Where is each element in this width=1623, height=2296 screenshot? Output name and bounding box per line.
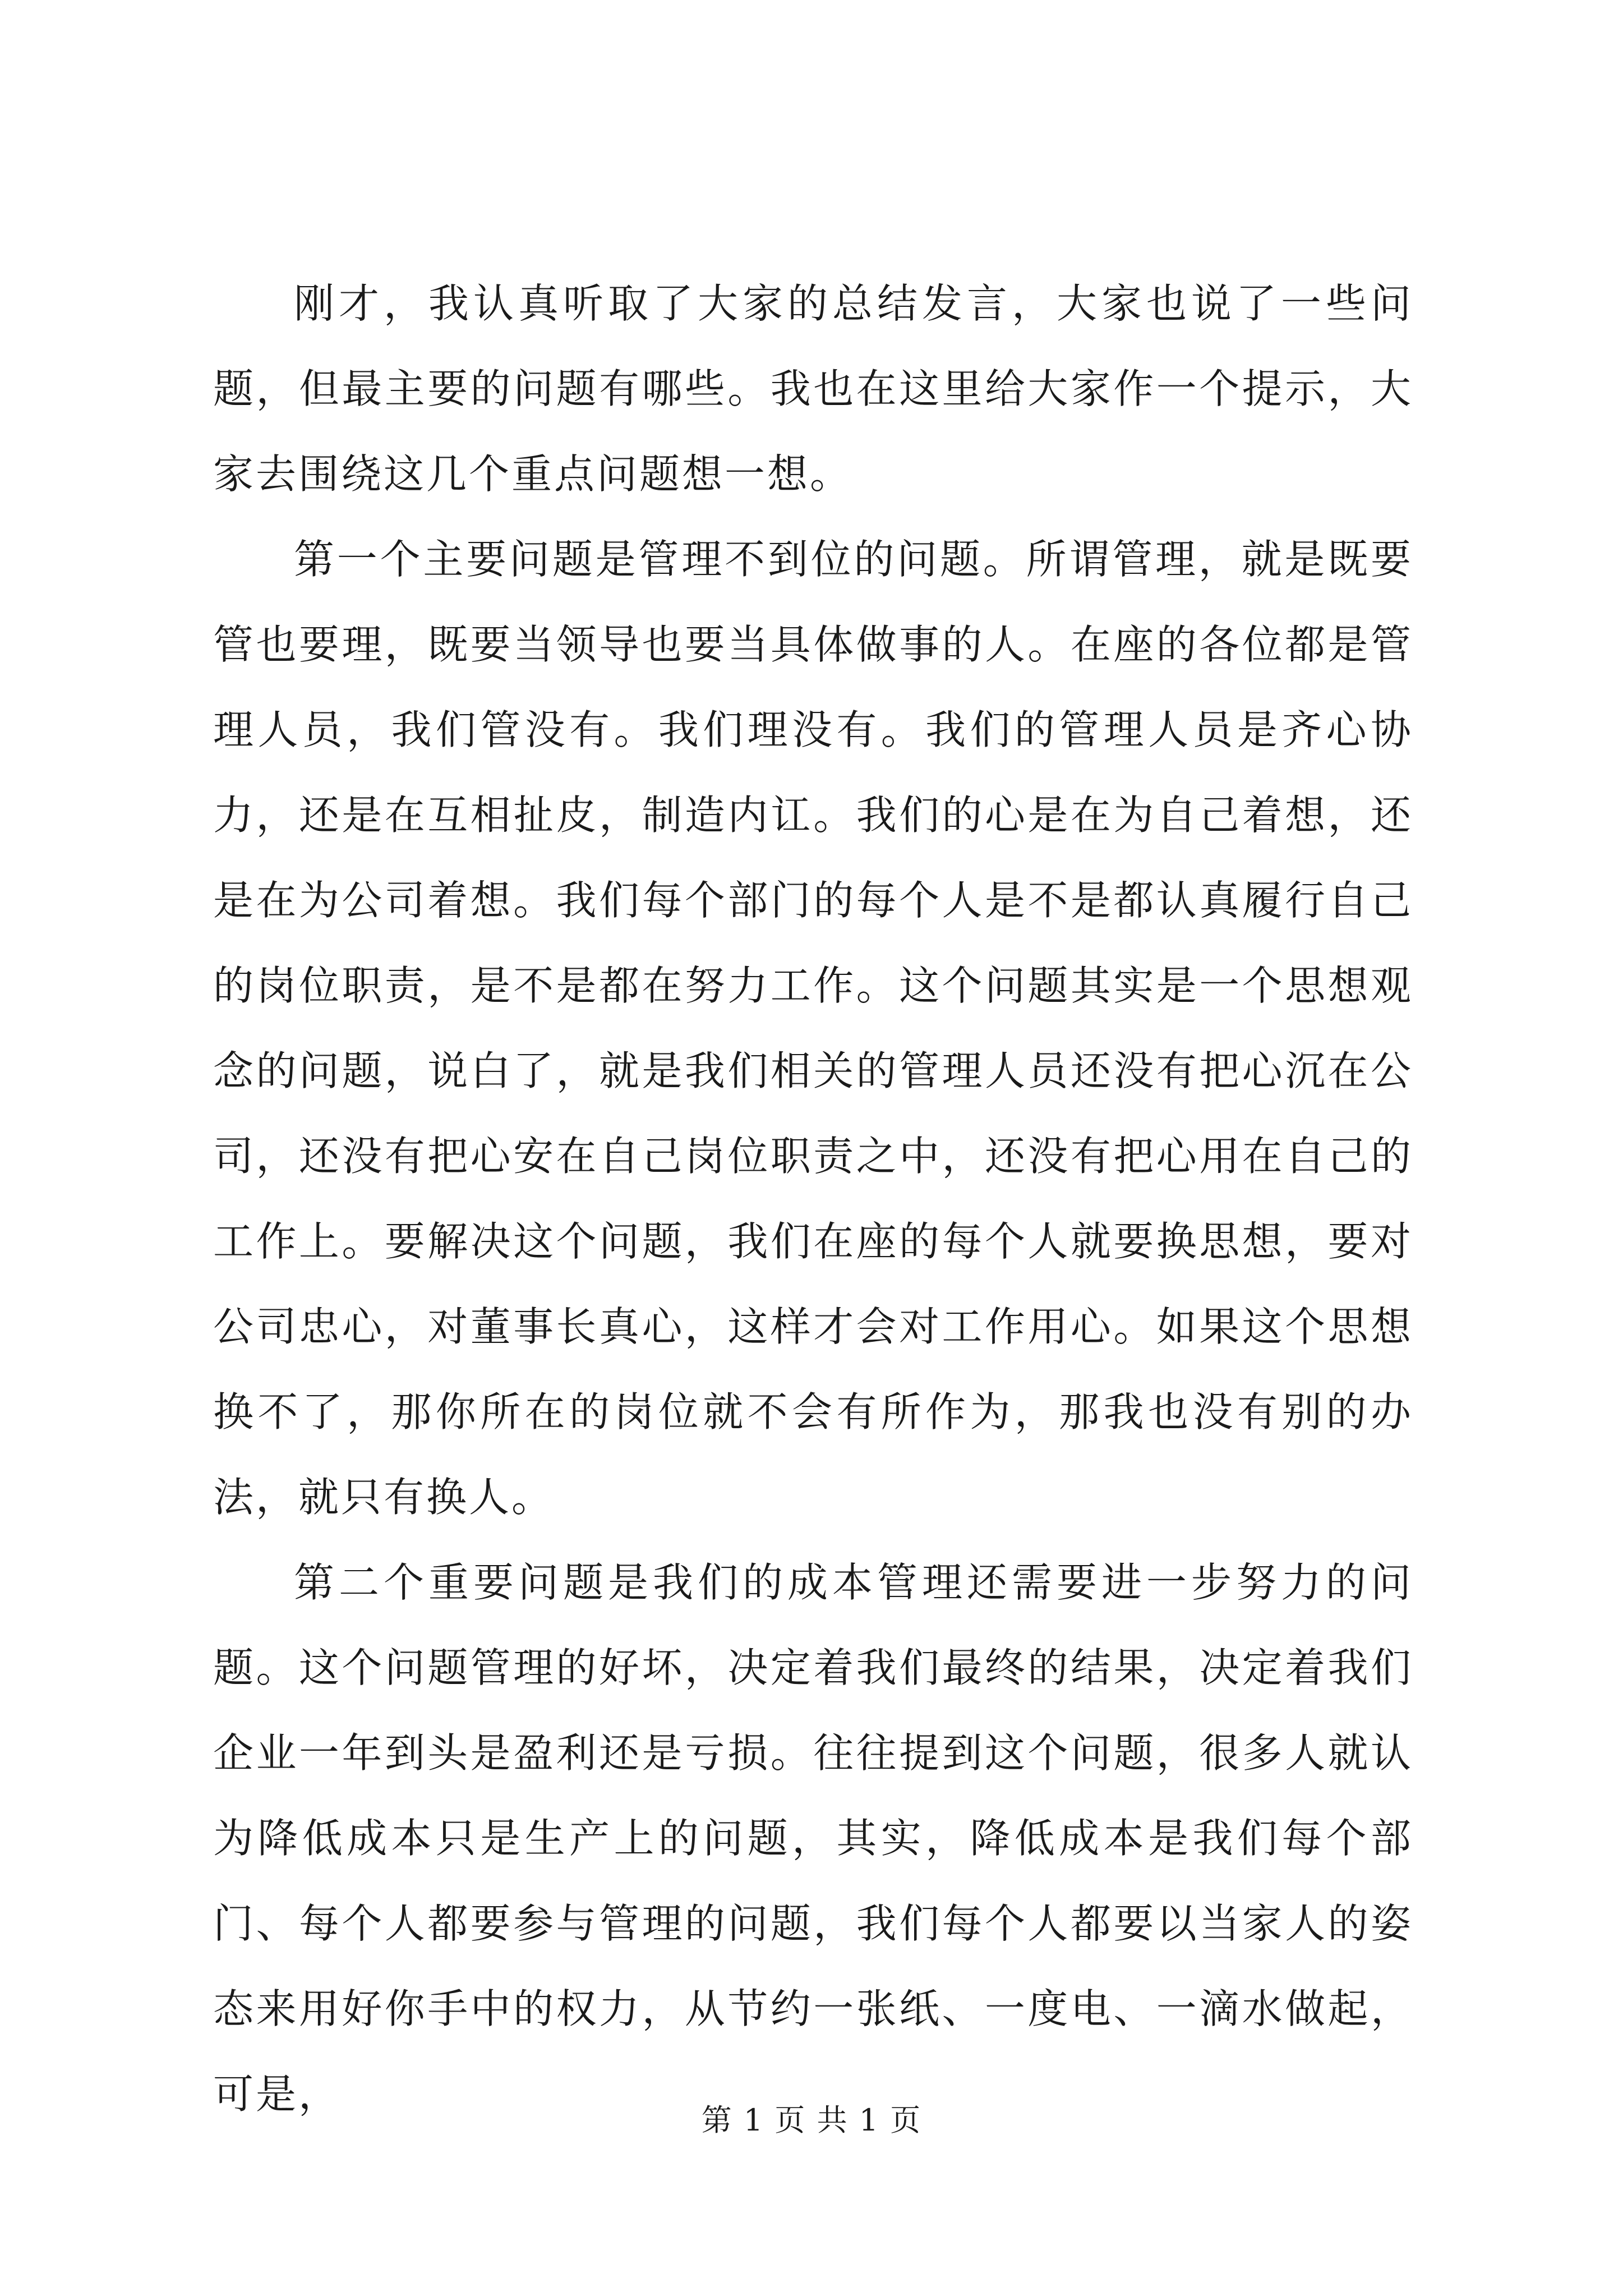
paragraph-3: 第二个重要问题是我们的成本管理还需要进一步努力的问题。这个问题管理的好坏，决定着我们最终的结果，决定着我们企业一年到头是盈利还是亏损。往往提到这个问题，很多人就认为降低成本只是生产上的问题，其实，降低成本是我们每个部门、每个人都要参与管理的问题，我们每个人都要以当家人的姿态来用好你手中的权力，从节约一张纸、一度电、一滴水做起，可是， — [213, 1559, 1413, 2118]
document-body — [213, 261, 1413, 2137]
paragraph-1: 刚才，我认真听取了大家的总结发言，大家也说了一些问题，但最主要的问题有哪些。我也在这里给大家作一个提示，大家去围绕这几个重点问题想一想。 — [213, 280, 1413, 498]
page-footer: 第 1 页 共 1 页 — [701, 2102, 922, 2138]
paragraph-2: 第一个主要问题是管理不到位的问题。所谓管理，就是既要管也要理，既要当领导也要当具体做事的人。在座的各位都是管理人员，我们管没有。我们理没有。我们的管理人员是齐心协力，还是在互相扯皮，制造内讧。我们的心是在为自己着想，还是在为公司着想。我们每个部门的每个人是不是都认真履行自己的岗位职责，是不是都在努力工作。这个问题其实是一个思想观念的问题，说白了，就是我们相关的管理人员还没有把心沉在公司，还没有把心安在自己岗位职责之中，还没有把心用在自己的工作上。要解决这个问题，我们在座的每个人就要换思想，要对公司忠心，对董事长真心，这样才会对工作用心。如果这个思想换不了，那你所在的岗位就不会有所作为，那我也没有别的办法，就只有换人。 — [213, 536, 1413, 1521]
